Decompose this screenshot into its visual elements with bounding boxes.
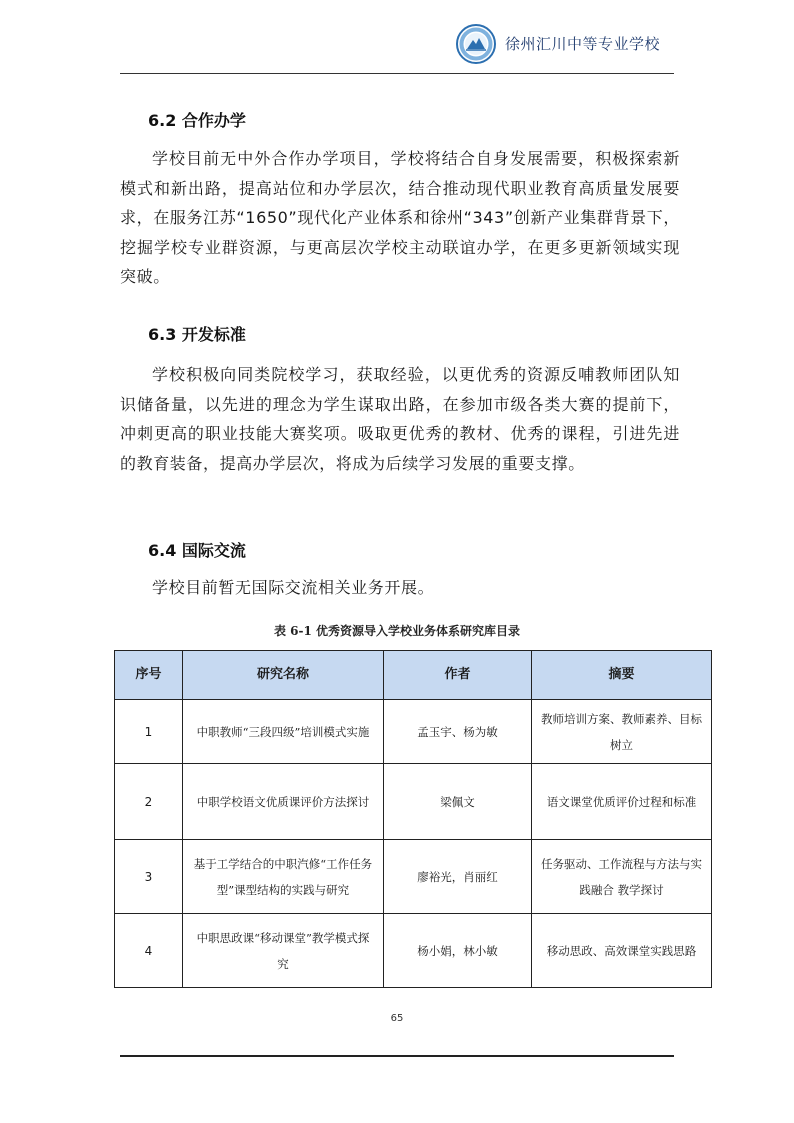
section-paragraph-6-2: 学校目前无中外合作办学项目，学校将结合自身发展需要，积极探索新模式和新出路，提高站位和办学层次，结合推动现代职业教育高质量发展要求，在服务江苏“1650”现代化产业体系和徐州“343”创新产业集群背景下，挖掘学校专业群资源，与更高层次学校主动联谊办学，在更多更新领域实现突破。: [120, 149, 680, 286]
table-cell: 教师培训方案、教师素养、目标树立: [532, 700, 712, 764]
table-row: [115, 764, 712, 840]
table-cell: 3: [115, 840, 183, 914]
section-paragraph-6-3: 学校积极向同类院校学习，获取经验，以更优秀的资源反哺教师团队知识储备量，以先进的理念为学生谋取出路，在参加市级各类大赛的提前下，冲刺更高的职业技能大赛奖项。吸取更优秀的教材、优秀的课程，引进先进的教育装备，提高办学层次，将成为后续学习发展的重要支撑。: [120, 365, 680, 473]
table-cell: 移动思政、高效课堂实践思路: [532, 914, 712, 988]
table-row: [115, 840, 712, 914]
table-cell: 2: [115, 764, 183, 840]
table-cell: 基于工学结合的中职汽修“工作任务型”课型结构的实践与研究: [183, 840, 384, 914]
table-cell: 中职学校语文优质课评价方法探讨: [183, 764, 384, 840]
section-heading-6-4: 6.4 国际交流: [148, 541, 246, 560]
school-emblem-icon: [456, 24, 496, 64]
school-name: 徐州汇川中等专业学校: [505, 35, 661, 53]
page-number: 65: [390, 1013, 404, 1024]
column-header: 序号: [115, 651, 183, 700]
column-header: 摘要: [532, 651, 712, 700]
table-cell: 廖裕光，肖丽红: [384, 840, 532, 914]
section-heading-6-3: 6.3 开发标准: [148, 325, 246, 344]
table-row: [115, 914, 712, 988]
table-cell: 中职思政课“移动课堂”教学模式探究: [183, 914, 384, 988]
column-header: 作者: [384, 651, 532, 700]
table-cell: 杨小娟，林小敏: [384, 914, 532, 988]
table-cell: 梁佩文: [384, 764, 532, 840]
table-cell: 4: [115, 914, 183, 988]
table-row: [115, 700, 712, 764]
page-header: [120, 0, 674, 74]
section-paragraph-6-4: 学校目前暂无国际交流相关业务开展。: [152, 578, 435, 597]
table-cell: 语文课堂优质评价过程和标准: [532, 764, 712, 840]
table-cell: 1: [115, 700, 183, 764]
footer-divider: [120, 1055, 674, 1057]
header-divider: [120, 73, 674, 74]
table-caption: 表 6-1 优秀资源导入学校业务体系研究库目录: [273, 624, 521, 638]
column-header: 研究名称: [183, 651, 384, 700]
research-table: [114, 650, 712, 988]
section-heading-6-2: 6.2 合作办学: [148, 111, 246, 130]
table-cell: 任务驱动、工作流程与方法与实践融合 教学探讨: [532, 840, 712, 914]
table-cell: 孟玉宇、杨为敏: [384, 700, 532, 764]
table-cell: 中职教师“三段四级”培训模式实施: [183, 700, 384, 764]
table-header-row: [115, 651, 712, 700]
